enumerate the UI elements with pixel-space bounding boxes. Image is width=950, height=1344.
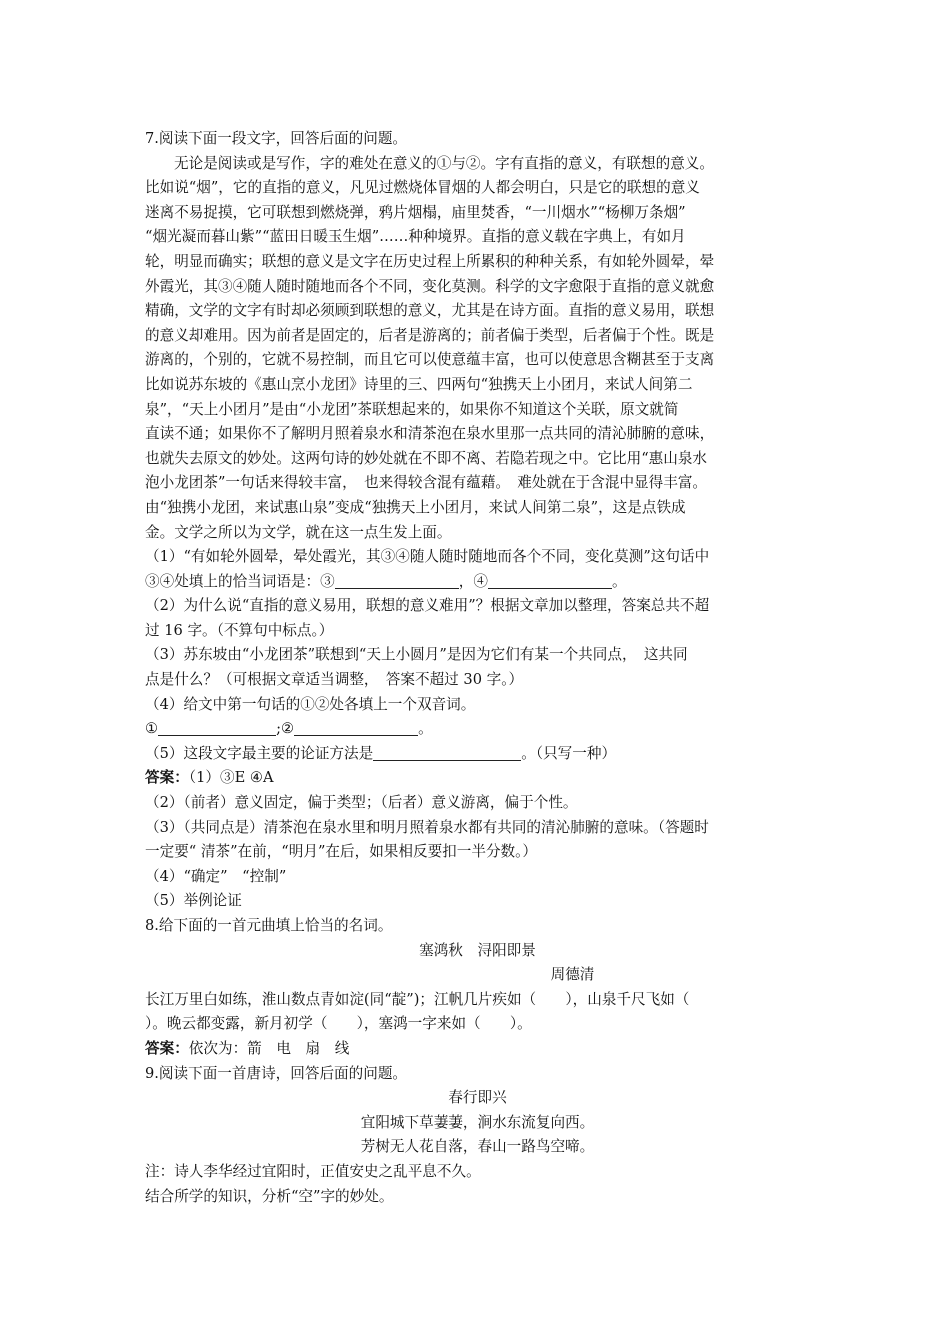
answer-blank-4[interactable] xyxy=(488,571,612,589)
q7-passage-line: 泡小龙团茶”一句话来得较丰富， 也来得较含混有蕴藉。 难处就在于含混中显得丰富。 xyxy=(145,474,708,492)
q7-passage-line: 比如说苏东坡的《惠山烹小龙团》诗里的三、四两句“独携天上小团月，来试人间第二 xyxy=(145,375,693,393)
q7-sub1-blanks xyxy=(145,570,810,595)
q7-passage-line: 精确，文学的文字有时却必须顾到联想的意义，尤其是在诗方面。直指的意义易用，联想 xyxy=(145,302,715,320)
q7-answer-line: （4）“确定” “控制” xyxy=(145,867,287,885)
q9-note: 注：诗人李华经过宜阳时，正值安史之乱平息不久。 xyxy=(145,1162,481,1180)
q7-sub5-text: 。（只写一种） xyxy=(521,744,617,762)
q7-sub3-prompt: 点是什么？（可根据文章适当调整， 答案不超过 30 字。） xyxy=(145,671,524,689)
q7-answer-line: （3）（共同点是）清茶泡在泉水里和明月照着泉水都有共同的清沁肺腑的意味。（答题时 xyxy=(145,818,709,836)
q8-verse: ）。晚云都变露，新月初学（ ），塞鸿一字来如（ ）。 xyxy=(145,1015,532,1033)
q7-sub4-prompt: （4）给文中第一句话的①②处各填上一个双音词。 xyxy=(145,695,476,713)
q9-title: 春行即兴 xyxy=(448,1089,507,1107)
q7-passage-line: 的意义却难用。因为前者是固定的，后者是游离的；前者偏于类型，后者偏于个性。既是 xyxy=(145,326,715,344)
q8-answer xyxy=(145,1037,810,1062)
q7-heading: 7.阅读下面一段文字，回答后面的问题。 xyxy=(145,130,408,147)
q9-question: 结合所学的知识，分析“空”字的妙处。 xyxy=(145,1187,394,1205)
q7-passage-line: 迷离不易捉摸，它可联想到燃烧弹，鸦片烟榻，庙里焚香，“一川烟水”“杨柳万条烟” xyxy=(145,203,686,221)
answer-blank-1[interactable] xyxy=(158,718,276,736)
answer-text: 依次为：箭 电 扇 线 xyxy=(188,1039,350,1057)
q7-answer-line: 一定要“ 清茶”在前，“明月”在后，如果相反要扣一半分数。） xyxy=(145,843,538,861)
q7-passage-line: 直读不通；如果你不了解明月照着泉水和清茶泡在泉水里那一点共同的清沁肺腑的意味， xyxy=(145,425,715,443)
q9-poem-line: 宜阳城下草萋萋，涧水东流复向西。 xyxy=(360,1113,595,1131)
q7-passage-line: 由“独携小龙团，来试惠山泉”变成“独携天上小团月，来试人间第二泉”，这是点铁成 xyxy=(145,498,686,516)
q7-sub1-text: ，④ xyxy=(458,572,488,590)
q7-sub1-prompt: （1）“有如轮外圆晕，晕处霞光，其③④随人随时随地而各个不同，变化莫测”这句话中 xyxy=(145,548,710,566)
answer-blank-method[interactable] xyxy=(373,743,521,761)
q7-answer xyxy=(145,766,810,791)
q7-sub1-text: ③④处填上的恰当词语是：③ xyxy=(145,572,335,590)
q7-answer-line: （5）举例论证 xyxy=(145,892,242,910)
q7-sub4-text: ① xyxy=(145,720,159,738)
answer-blank-3[interactable] xyxy=(335,571,459,589)
q7-passage-line: 也就失去原文的妙处。这两句诗的妙处就在不即不离、若隐若现之中。它比用“惠山泉水 xyxy=(145,449,708,467)
q7-passage-line: 游离的，个别的，它就不易控制，而且它可以使意蕴丰富，也可以使意思含糊甚至于支离 xyxy=(145,351,715,369)
q7-sub2-prompt: （2）为什么说“直指的意义易用，联想的意义难用”？根据文章加以整理，答案总共不超 xyxy=(145,597,710,615)
answer-blank-2[interactable] xyxy=(294,718,418,736)
answer-label: 答案： xyxy=(145,1039,189,1057)
q7-sub3-prompt: （3）苏东坡由“小龙团茶”联想到“天上小圆月”是因为它们有某一个共同点， 这共同 xyxy=(145,646,688,664)
q8-heading: 8.给下面的一首元曲填上恰当的名词。 xyxy=(145,917,393,934)
q7-passage-line: 金。文学之所以为文学，就在这一点生发上面。 xyxy=(145,523,452,541)
q7-sub4-text: 。 xyxy=(418,720,433,738)
q7-passage-line: “烟光凝而暮山紫”“蓝田日暖玉生烟”……种种境界。直指的意义载在字典上，有如月 xyxy=(145,228,686,246)
q7-sub1-text: 。 xyxy=(611,572,627,590)
q7-sub2-prompt: 过 16 字。（不算句中标点。） xyxy=(145,621,334,639)
q9-poem-line: 芳树无人花自落，春山一路鸟空啼。 xyxy=(360,1138,595,1156)
document-page xyxy=(145,127,810,1209)
answer-text: （1）③E ④A xyxy=(188,769,274,787)
q7-answer-line: （2）（前者）意义固定，偏于类型；（后者）意义游离，偏于个性。 xyxy=(145,794,578,812)
q9-heading: 9.阅读下面一首唐诗，回答后面的问题。 xyxy=(145,1064,408,1082)
q8-verse: 长江万里白如练，淮山数点青如淀(同“靛”)；江帆几片疾如（ ），山泉千尺飞如（ xyxy=(145,990,690,1008)
q8-author: 周德清 xyxy=(550,966,595,984)
q7-sub4-text: ;② xyxy=(276,720,295,738)
q7-passage-line: 泉”，“天上小团月”是由“小龙团”茶联想起来的，如果你不知道这个关联，原文就简 xyxy=(145,400,679,418)
q7-passage-line: 外霞光，其③④随人随时随地而各个不同，变化莫测。科学的文字愈限于直指的意义就愈 xyxy=(145,277,715,295)
q8-title: 塞鸿秋 浔阳即景 xyxy=(419,941,536,959)
answer-label: 答案： xyxy=(145,769,189,787)
q7-passage-line: 比如说“烟”，它的直指的意义，凡见过燃烧体冒烟的人都会明白，只是它的联想的意义 xyxy=(145,179,700,197)
q7-sub4-blanks xyxy=(145,717,810,742)
q7-sub5-prompt xyxy=(145,742,810,767)
q7-sub5-text: （5）这段文字最主要的论证方法是 xyxy=(145,744,374,762)
q7-passage-line: 轮，明显而确实；联想的意义是文字在历史过程上所累积的种种关系，有如轮外圆晕，晕 xyxy=(145,252,715,270)
q7-passage-line: 无论是阅读或是写作，字的难处在意义的①与②。字有直指的意义，有联想的意义。 xyxy=(174,154,714,172)
